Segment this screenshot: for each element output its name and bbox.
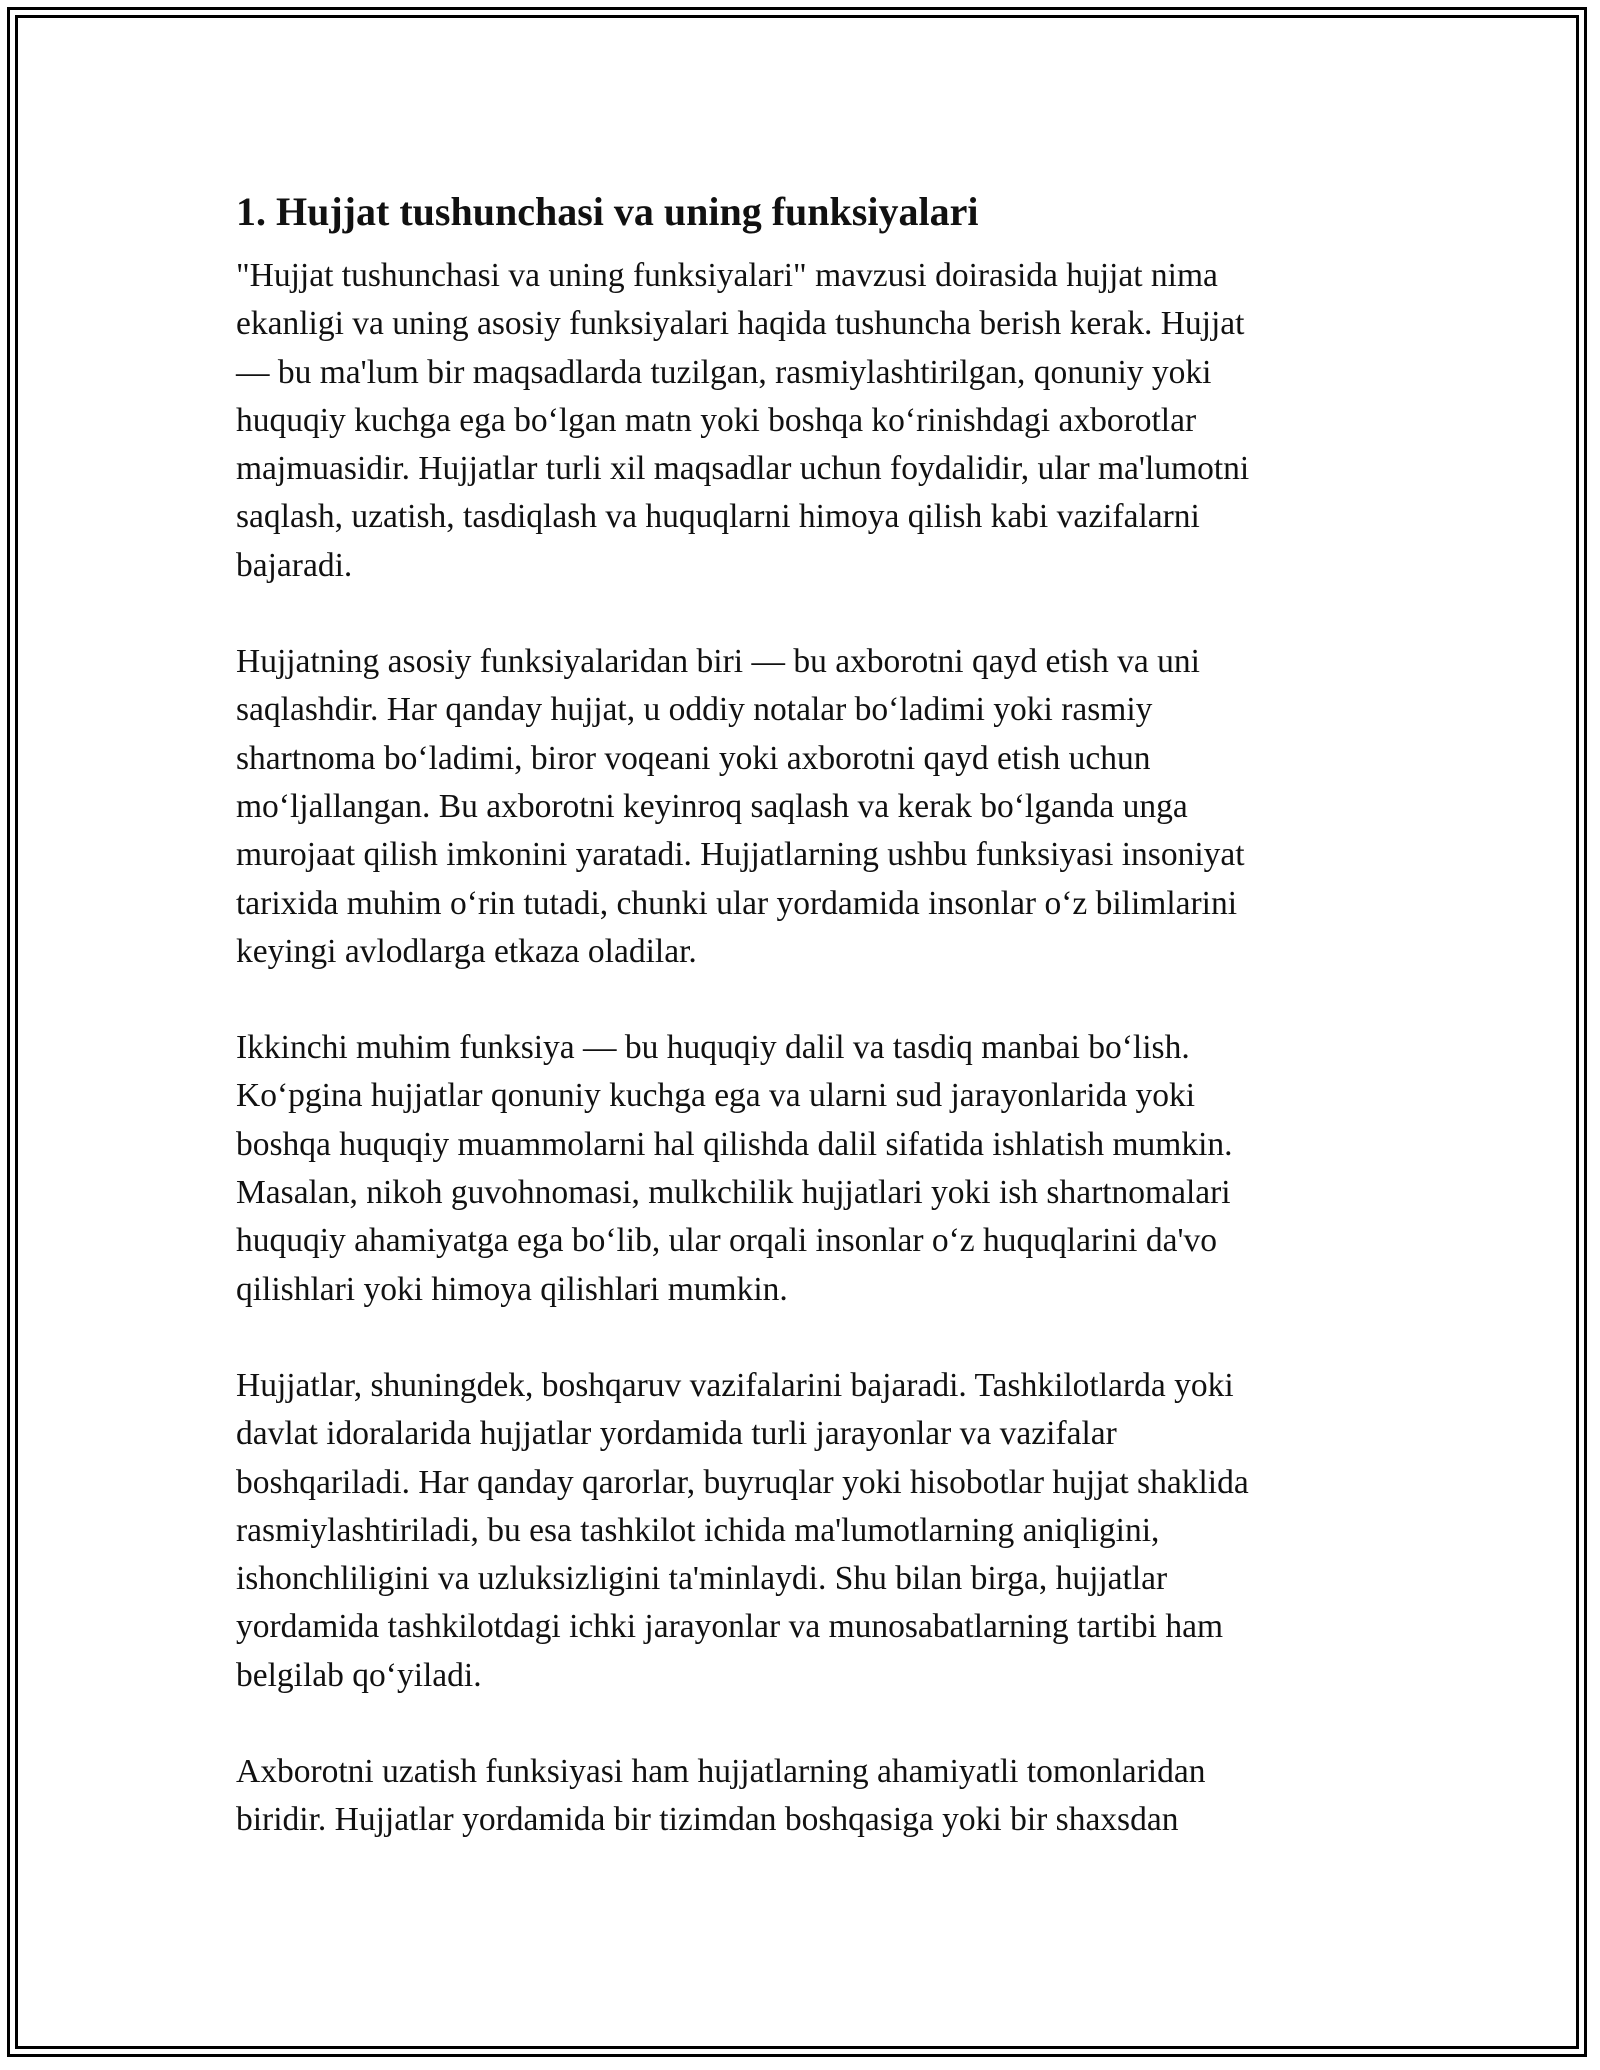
paragraph-3-line-2: Ko‘pgina hujjatlar qonuniy kuchga ega va ularni sud jarayonlarida yoki (236, 1077, 1196, 1115)
paragraph-4-line-2: davlat idoralarida hujjatlar yordamida turli jarayonlar va vazifalar (236, 1415, 1117, 1453)
paragraph-5 (236, 1748, 1356, 1845)
paragraph-5-line-2: biridir. Hujjatlar yordamida bir tizimdan boshqasiga yoki bir shaxsdan (236, 1801, 1179, 1839)
paragraph-4-line-7: belgilab qo‘yiladi. (236, 1656, 482, 1694)
paragraph-2-line-7: keyingi avlodlarga etkaza oladilar. (236, 932, 697, 970)
paragraph-4 (236, 1362, 1356, 1700)
paragraph-3 (236, 1024, 1356, 1314)
paragraph-3-line-5: huquqiy ahamiyatga ega bo‘lib, ular orqali insonlar o‘z huquqlarini da'vo (236, 1222, 1217, 1260)
paragraph-3-line-4: Masalan, nikoh guvohnomasi, mulkchilik hujjatlari yoki ish shartnomalari (236, 1174, 1231, 1212)
paragraph-5-line-1: Axborotni uzatish funksiyasi ham hujjatlarning ahamiyatli tomonlaridan (236, 1753, 1206, 1791)
paragraph-1 (236, 252, 1356, 590)
paragraph-3-line-1: Ikkinchi muhim funksiya — bu huquqiy dalil va tasdiq manbai bo‘lish. (236, 1029, 1190, 1067)
section-heading: 1. Hujjat tushunchasi va uning funksiyalari (236, 189, 979, 234)
paragraph-1-line-4: huquqiy kuchga ega bo‘lgan matn yoki boshqa ko‘rinishdagi axborotlar (236, 401, 1197, 439)
paragraph-2-line-6: tarixida muhim o‘rin tutadi, chunki ular yordamida insonlar o‘z bilimlarini (236, 884, 1238, 922)
paragraph-3-line-6: qilishlari yoki himoya qilishlari mumkin. (236, 1270, 788, 1308)
paragraph-4-line-1: Hujjatlar, shuningdek, boshqaruv vazifalarini bajaradi. Tashkilotlarda yoki (236, 1366, 1234, 1404)
paragraph-4-line-3: boshqariladi. Har qanday qarorlar, buyruqlar yoki hisobotlar hujjat shaklida (236, 1463, 1249, 1501)
paragraph-1-line-2: ekanligi va uning asosiy funksiyalari haqida tushuncha berish kerak. Hujjat (236, 305, 1245, 343)
paragraph-4-line-6: yordamida tashkilotdagi ichki jarayonlar va munosabatlarning tartibi ham (236, 1608, 1224, 1646)
paragraph-1-line-6: saqlash, uzatish, tasdiqlash va huquqlarni himoya qilish kabi vazifalarni (236, 498, 1200, 536)
paragraph-1-line-3: — bu ma'lum bir maqsadlarda tuzilgan, rasmiylashtirilgan, qonuniy yoki (236, 353, 1212, 391)
paragraph-2 (236, 638, 1356, 976)
document-content (236, 184, 1356, 1893)
paragraph-4-line-5: ishonchliligini va uzluksizligini ta'minlaydi. Shu bilan birga, hujjatlar (236, 1560, 1168, 1598)
paragraph-2-line-4: mo‘ljallangan. Bu axborotni keyinroq saqlash va kerak bo‘lganda unga (236, 787, 1188, 825)
paragraph-2-line-2: saqlashdir. Har qanday hujjat, u oddiy notalar bo‘ladimi yoki rasmiy (236, 691, 1153, 729)
paragraph-3-line-3: boshqa huquqiy muammolarni hal qilishda dalil sifatida ishlatish mumkin. (236, 1125, 1233, 1163)
paragraph-4-line-4: rasmiylashtiriladi, bu esa tashkilot ichida ma'lumotlarning aniqligini, (236, 1511, 1160, 1549)
paragraph-1-line-5: majmuasidir. Hujjatlar turli xil maqsadlar uchun foydalidir, ular ma'lumotni (236, 450, 1250, 488)
paragraph-2-line-5: murojaat qilish imkonini yaratadi. Hujjatlarning ushbu funksiyasi insoniyat (236, 836, 1245, 874)
paragraph-2-line-1: Hujjatning asosiy funksiyalaridan biri — bu axborotni qayd etish va uni (236, 643, 1200, 681)
paragraph-1-line-1: "Hujjat tushunchasi va uning funksiyalari" mavzusi doirasida hujjat nima (236, 257, 1218, 294)
paragraph-2-line-3: shartnoma bo‘ladimi, biror voqeani yoki axborotni qayd etish uchun (236, 739, 1151, 777)
paragraph-1-line-7: bajaradi. (236, 546, 353, 584)
